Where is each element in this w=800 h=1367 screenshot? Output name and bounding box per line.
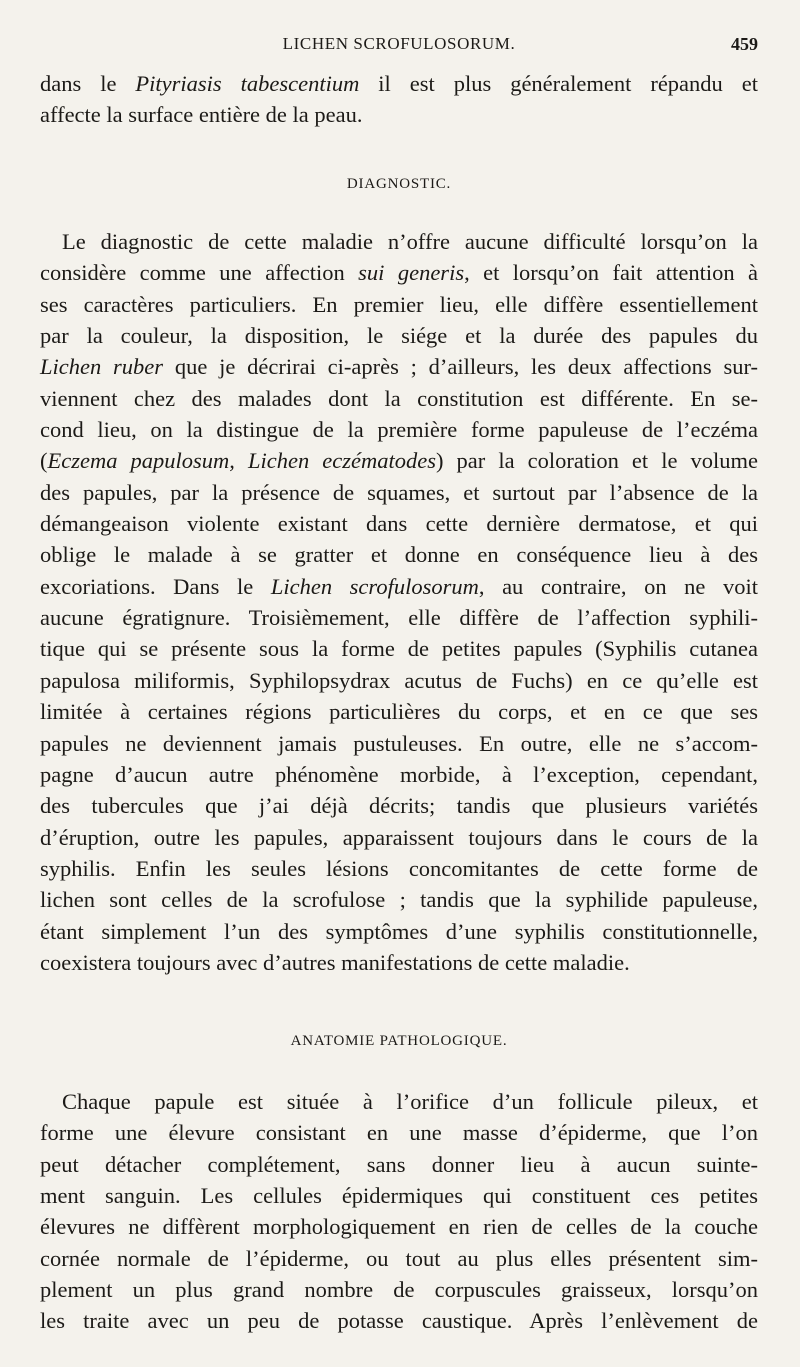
text-line: plement un plus grand nombre de corpuscules graisseux, lorsqu’on	[40, 1277, 758, 1303]
text-line: oblige le malade à se gratter et donne en conséquence lieu à des	[40, 542, 758, 568]
running-title: LICHEN SCROFULOSORUM.	[282, 34, 516, 53]
text-line: élevures ne diffèrent morphologiquement en rien de celles de la couche	[40, 1214, 758, 1240]
text-line: lichen sont celles de la scrofulose ; tandis que la syphilide papuleuse,	[40, 887, 758, 913]
text-line: les traite avec un peu de potasse caustique. Après l’enlèvement de	[40, 1308, 758, 1334]
text-line: démangeaison violente existant dans cette dernière dermatose, et qui	[40, 511, 758, 537]
text-line: papulosa miliformis, Syphilopsydrax acutus de Fuchs) en ce qu’elle est	[40, 667, 758, 693]
text-line: forme une élevure consistant en une masse d’épiderme, que l’on	[40, 1120, 758, 1146]
text-line: limitée à certaines régions particulières du corps, et en ce que ses	[40, 699, 758, 725]
text-line: d’éruption, outre les papules, apparaissent toujours dans le cours de la	[40, 824, 758, 850]
text-line: aucune égratignure. Troisièmement, elle diffère de l’affection syphili-	[40, 605, 758, 631]
text-line: ses caractères particuliers. En premier lieu, elle diffère essentiellement	[40, 291, 758, 317]
text-line: par la couleur, la disposition, le siége et la durée des papules du	[40, 323, 758, 349]
text-line: cornée normale de l’épiderme, ou tout au plus elles présentent sim-	[40, 1245, 758, 1271]
text-line: peut détacher complétement, sans donner lieu à aucun suinte-	[40, 1151, 758, 1177]
text-line: pagne d’aucun autre phénomène morbide, à l’exception, cependant,	[40, 761, 758, 787]
text-line: ment sanguin. Les cellules épidermiques qui constituent ces petites	[40, 1183, 758, 1209]
text-line: affecte la surface entière de la peau.	[40, 102, 363, 128]
text-line: dans le Pityriasis tabescentium il est plus généralement répandu et	[40, 71, 758, 96]
text-line: viennent chez des malades dont la constitution est différente. En se-	[40, 385, 758, 411]
text-line: étant simplement l’un des symptômes d’une syphilis constitutionnelle,	[40, 918, 758, 944]
text-line: syphilis. Enfin les seules lésions concomitantes de cette forme de	[40, 855, 758, 881]
text-line: des tubercules que j’ai déjà décrits; tandis que plusieurs variétés	[40, 793, 758, 819]
text-line: considère comme une affection sui generis, et lorsqu’on fait attention à	[40, 260, 758, 286]
text-line: excoriations. Dans le Lichen scrofulosorum, au contraire, on ne voit	[40, 573, 758, 599]
text-line: des papules, par la présence de squames, et surtout par l’absence de la	[40, 479, 758, 505]
section-heading-diagnostic: DIAGNOSTIC.	[346, 176, 452, 192]
text-line: Chaque papule est située à l’orifice d’un follicule pileux, et	[62, 1089, 758, 1114]
text-line: tique qui se présente sous la forme de petites papules (Syphilis cutanea	[40, 636, 758, 662]
page-number: 459	[731, 34, 758, 54]
intro-paragraph	[40, 68, 758, 131]
text-line: Lichen ruber que je décrirai ci-après ; d’ailleurs, les deux affections sur-	[40, 354, 758, 380]
diagnostic-paragraph	[40, 226, 758, 978]
text-line: Le diagnostic de cette maladie n’offre aucune difficulté lorsqu’on la	[62, 229, 758, 254]
section-heading-anatomie: ANATOMIE PATHOLOGIQUE.	[290, 1033, 508, 1049]
text-line: coexistera toujours avec d’autres manifestations de cette maladie.	[40, 949, 630, 975]
running-head	[40, 34, 758, 58]
anatomie-paragraph	[40, 1086, 758, 1337]
text-line: (Eczema papulosum, Lichen eczématodes) par la coloration et le volume	[40, 448, 758, 474]
text-line: papules ne deviennent jamais pustuleuses. En outre, elle ne s’accom-	[40, 730, 758, 756]
text-line: cond lieu, on la distingue de la première forme papuleuse de l’eczéma	[40, 417, 758, 443]
